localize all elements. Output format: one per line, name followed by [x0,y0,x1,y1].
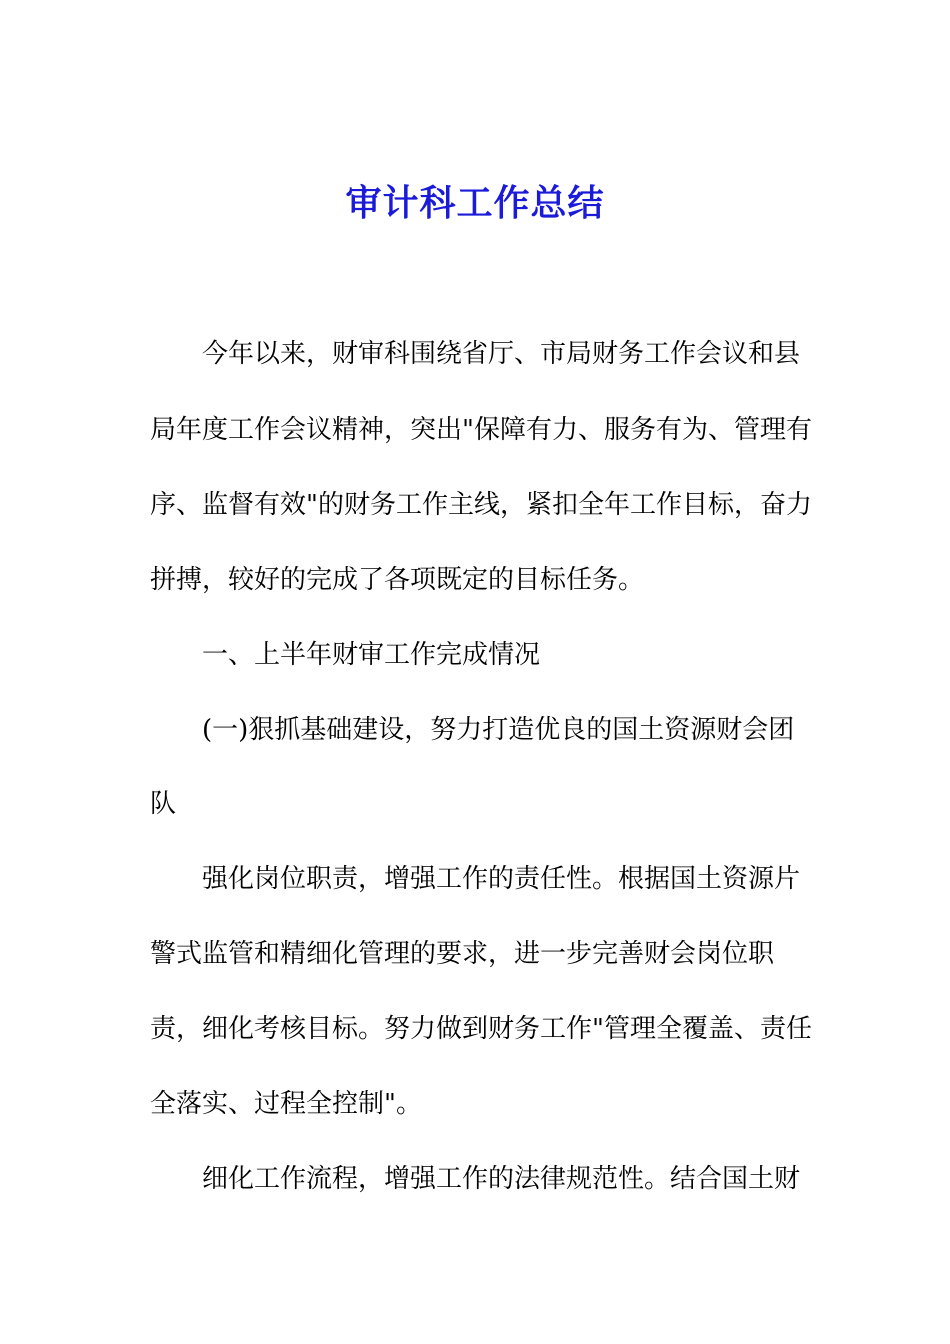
paragraph-line: 局年度工作会议精神，突出"保障有力、服务有为、管理有 [150,415,812,445]
paragraph-line: 细化工作流程，增强工作的法律规范性。结合国土财 [202,1164,801,1194]
paragraph-line: 序、监督有效"的财务工作主线，紧扣全年工作目标，奋力 [150,490,812,520]
subsection-heading: (一)狠抓基础建设，努力打造优良的国土资源财会团 [202,715,795,745]
paragraph-line: 拼搏，较好的完成了各项既定的目标任务。 [150,565,645,595]
paragraph-line: 警式监管和精细化管理的要求，进一步完善财会岗位职 [150,939,775,969]
paragraph-line: 全落实、过程全控制"。 [150,1089,422,1119]
paragraph-line: 责，细化考核目标。努力做到财务工作"管理全覆盖、责任 [150,1014,812,1044]
document-title: 审计科工作总结 [345,183,605,224]
paragraph-line: 强化岗位职责，增强工作的责任性。根据国土资源片 [202,864,801,894]
section-heading: 一、上半年财审工作完成情况 [202,640,541,670]
subsection-heading-continued: 队 [150,789,177,819]
paragraph-line: 今年以来，财审科围绕省厅、市局财务工作会议和县 [202,339,801,369]
